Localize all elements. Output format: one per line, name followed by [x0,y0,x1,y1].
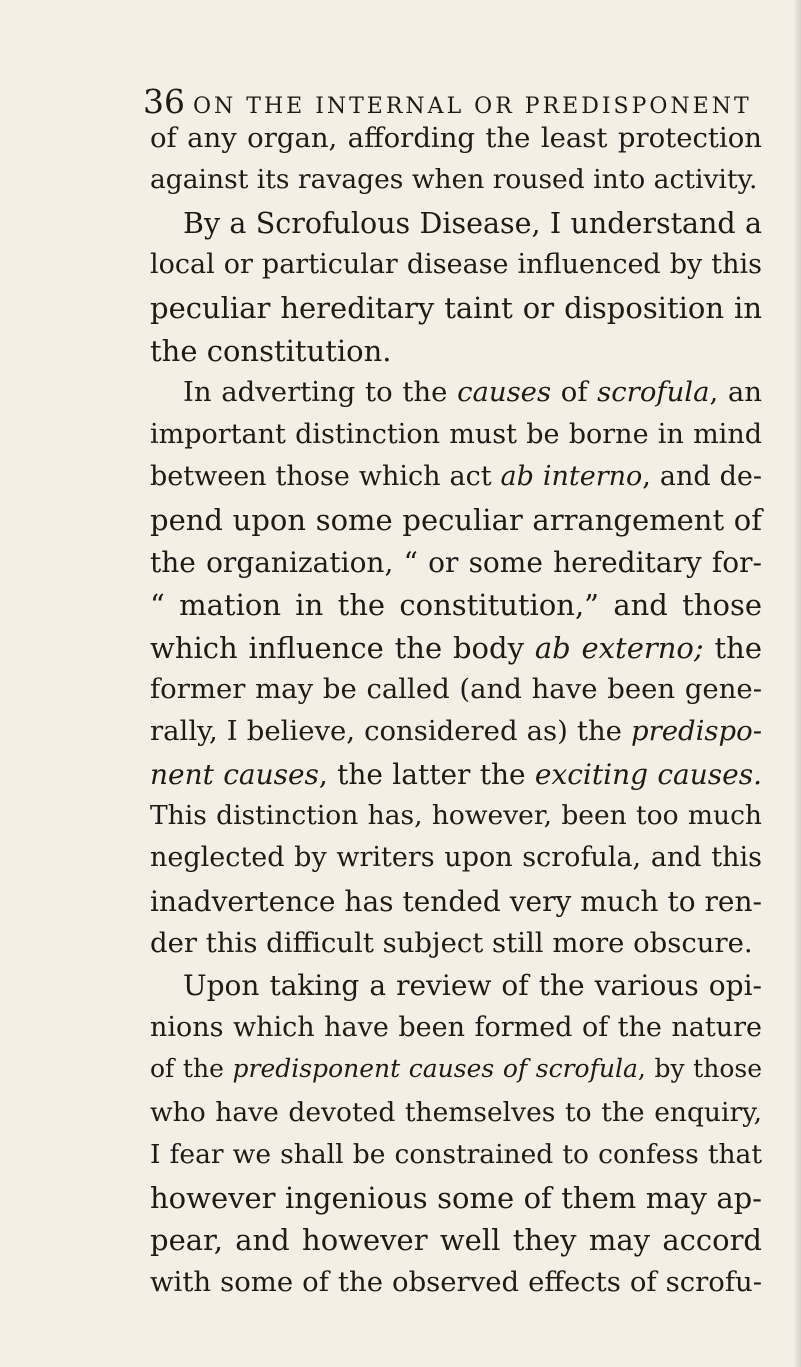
text-line [183,207,762,247]
text-segment: , by those [637,1054,763,1083]
text-segment: rally, I believe, considered as) the [150,715,631,747]
text-line [150,885,762,925]
text-line [150,1097,762,1137]
italic-text: ab externo; [534,631,704,665]
text-segment: der this difficult subject still more obscure. [150,927,753,959]
text-segment: however ingenious some of them may ap- [150,1181,762,1215]
italic-text: predispo- [631,715,762,747]
text-segment: By a Scrofulous Disease, I understand a [183,207,762,240]
text-segment: which influence the body [150,631,535,665]
text-segment: the constitution. [150,334,392,368]
text-segment: of [551,376,598,408]
text-segment: neglected by writers upon scrofula, and this [150,842,762,873]
running-head [143,82,763,122]
text-segment: , the latter the [318,758,535,791]
text-line [150,758,762,798]
text-segment: the [703,631,762,665]
text-segment: , and de- [642,461,762,492]
text-line [150,419,762,459]
text-segment: between those which act [150,461,501,492]
text-segment: important distinction must be borne in mind [150,419,762,450]
text-line [150,1181,762,1221]
italic-text: ab interno [500,461,643,492]
text-line [150,1223,762,1263]
text-line [150,1054,762,1094]
text-segment: former may be called (and have been gene- [150,673,762,705]
text-line [150,673,762,713]
text-segment: Upon taking a review of the various opi- [183,969,762,1002]
text-segment: , an [709,376,762,408]
text-line [150,291,762,331]
text-segment: pend upon some peculiar arrangement of [150,503,762,537]
text-line [150,164,762,204]
text-line [150,800,762,840]
text-segment: pear, and however well they may accord [150,1223,762,1257]
text-segment: inadvertence has tended very much to ren- [150,885,762,918]
text-segment: “ mation in the constitution,” and those [150,588,762,622]
italic-text: causes [457,376,552,408]
text-line [150,1139,762,1179]
text-segment: nions which have been formed of the nature [150,1012,762,1043]
text-segment: I fear we shall be constrained to confess that [150,1139,762,1170]
page-edge-shadow [793,0,801,1367]
italic-text: nent causes [150,758,319,791]
text-line [150,334,762,374]
text-line [183,376,762,416]
text-line [150,546,762,586]
italic-text: predisponent causes of scrofula [232,1054,638,1083]
text-line [150,461,762,501]
text-line [150,249,762,289]
text-line [150,715,762,755]
text-segment: of any organ, affording the least protection [150,122,762,154]
text-line [150,1266,762,1306]
text-segment: with some of the observed effects of scrofu- [150,1266,762,1298]
italic-text: scrofula [597,376,710,408]
text-segment: This distinction has, however, been too much [150,800,762,831]
text-line [183,969,762,1009]
running-head-title: ON THE INTERNAL OR PREDISPONENT [193,94,752,119]
text-segment: the organization, “ or some hereditary for- [150,546,762,579]
text-line [150,122,762,162]
page-number: 36 [143,82,185,121]
text-segment: against its ravages when roused into activity. [150,164,758,195]
text-line [150,1012,762,1052]
text-segment: peculiar hereditary taint or disposition in [150,291,762,325]
text-line [150,588,762,628]
text-line [150,927,762,967]
text-segment: of the [150,1054,233,1083]
text-segment: In adverting to the [183,376,458,408]
text-line [150,503,762,543]
text-line [150,842,762,882]
text-segment: who have devoted themselves to the enquiry, [150,1097,762,1128]
italic-text: exciting causes. [534,758,762,791]
text-line [150,631,762,671]
text-segment: local or particular disease influenced by this [150,249,762,280]
